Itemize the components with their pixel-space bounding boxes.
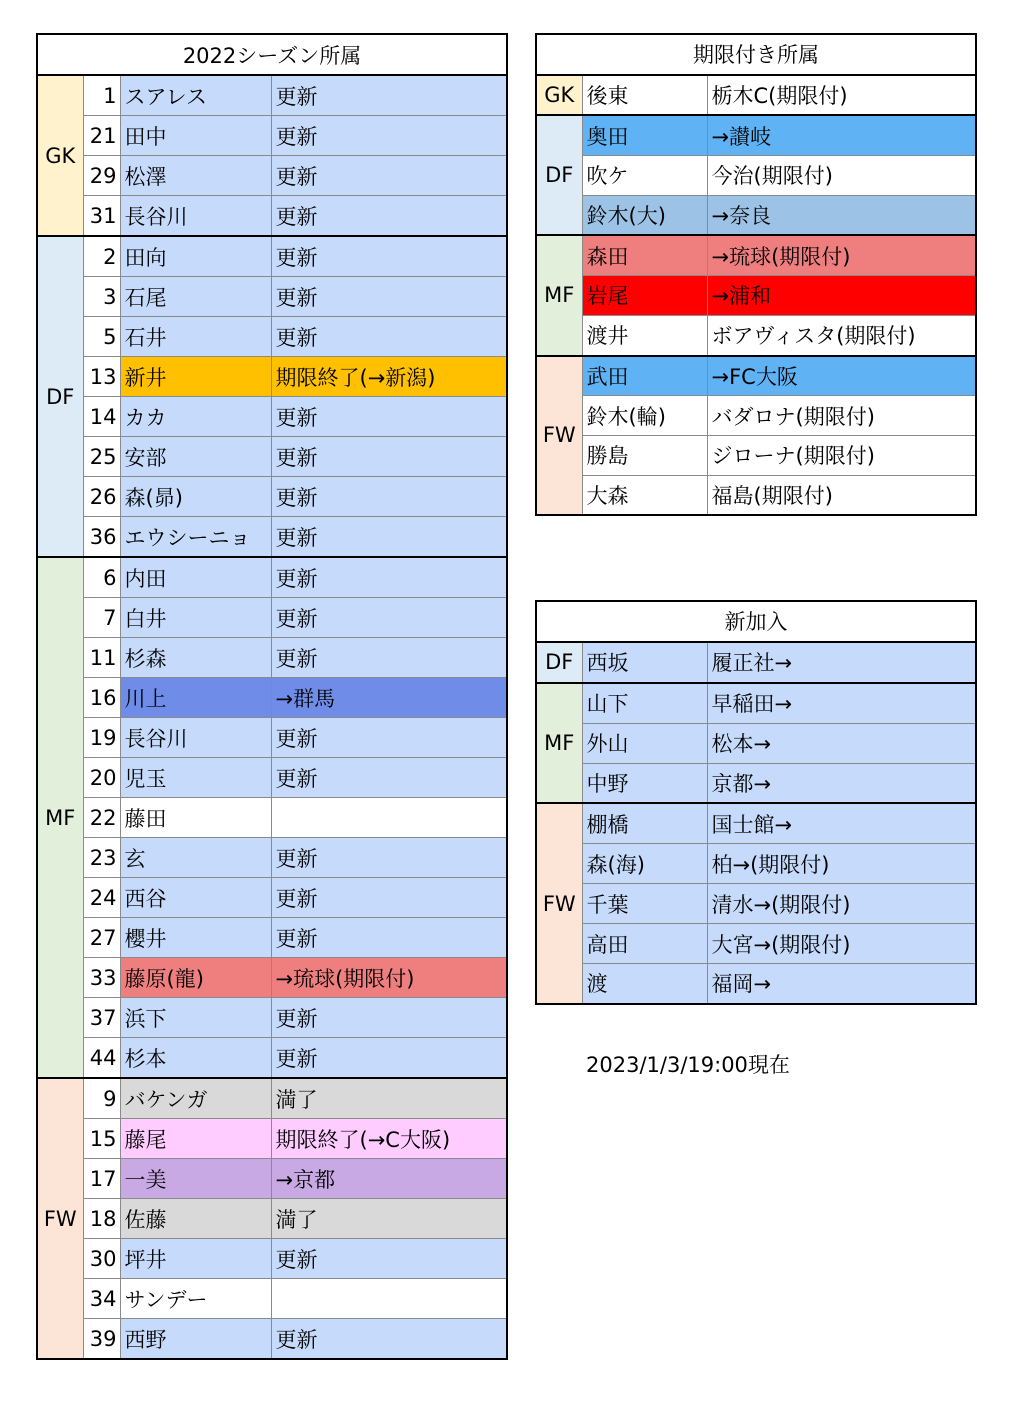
timestamp: 2023/1/3/19:00現在: [586, 1053, 790, 1077]
player-status: 更新: [271, 437, 507, 477]
player-status: 更新: [271, 236, 507, 277]
position-label: FW: [37, 1078, 83, 1359]
position-label: DF: [37, 236, 83, 557]
player-name: 森田: [582, 235, 707, 275]
player-number: 21: [83, 116, 120, 156]
player-name: 西谷: [120, 878, 271, 918]
position-group-gk: [536, 75, 976, 116]
player-row: [37, 718, 507, 758]
player-name: 石井: [120, 317, 271, 357]
player-status: 期限終了(→C大阪): [271, 1119, 507, 1159]
player-number: 11: [83, 638, 120, 678]
position-group-fw: [37, 1078, 507, 1359]
player-status: [271, 798, 507, 838]
player-name: 一美: [120, 1159, 271, 1199]
player-name: 大森: [582, 475, 707, 515]
player-name: 佐藤: [120, 1199, 271, 1239]
player-status: ボアヴィスタ(期限付): [707, 315, 976, 355]
player-number: 37: [83, 998, 120, 1038]
player-status: →FC大阪: [707, 356, 976, 396]
player-status: 更新: [271, 918, 507, 958]
player-number: 17: [83, 1159, 120, 1199]
position-label: GK: [37, 75, 83, 236]
player-row: [536, 276, 976, 316]
player-number: 14: [83, 397, 120, 437]
position-label: DF: [536, 642, 582, 683]
player-status: 更新: [271, 75, 507, 116]
player-name: 後東: [582, 75, 707, 116]
player-status: 更新: [271, 638, 507, 678]
player-status: 更新: [271, 758, 507, 798]
player-status: →群馬: [271, 678, 507, 718]
position-label: FW: [536, 356, 582, 516]
position-label: FW: [536, 803, 582, 1003]
player-row: [37, 1319, 507, 1360]
player-name: 吹ケ: [582, 156, 707, 196]
player-status: 更新: [271, 196, 507, 237]
player-name: 鈴木(輪): [582, 396, 707, 436]
player-name: 松澤: [120, 156, 271, 196]
player-number: 20: [83, 758, 120, 798]
player-number: 25: [83, 437, 120, 477]
player-name: サンデー: [120, 1279, 271, 1319]
player-name: 外山: [582, 723, 707, 763]
player-row: [536, 396, 976, 436]
player-row: [536, 235, 976, 275]
player-name: 棚橋: [582, 803, 707, 843]
player-status: [271, 1279, 507, 1319]
player-row: [536, 435, 976, 475]
position-group-fw: [536, 356, 976, 516]
player-number: 7: [83, 598, 120, 638]
player-status: 更新: [271, 838, 507, 878]
player-status: 福岡→: [707, 964, 976, 1004]
position-group-mf: [536, 235, 976, 355]
player-name: エウシーニョ: [120, 517, 271, 558]
player-name: 勝島: [582, 435, 707, 475]
player-name: 森(昴): [120, 477, 271, 517]
player-status: 期限終了(→新潟): [271, 357, 507, 397]
player-number: 23: [83, 838, 120, 878]
player-name: 森(海): [582, 844, 707, 884]
player-row: [37, 638, 507, 678]
player-row: [37, 357, 507, 397]
player-row: [37, 1038, 507, 1079]
player-status: 更新: [271, 718, 507, 758]
player-status: 京都→: [707, 763, 976, 803]
player-number: 16: [83, 678, 120, 718]
player-row: [37, 598, 507, 638]
player-name: 鈴木(大): [582, 195, 707, 235]
player-status: 更新: [271, 517, 507, 558]
player-number: 30: [83, 1239, 120, 1279]
player-number: 9: [83, 1078, 120, 1119]
player-status: 大宮→(期限付): [707, 924, 976, 964]
player-status: 国士館→: [707, 803, 976, 843]
player-status: 更新: [271, 557, 507, 598]
player-name: 渡: [582, 964, 707, 1004]
player-name: 玄: [120, 838, 271, 878]
position-group-df: [536, 642, 976, 683]
player-name: 児玉: [120, 758, 271, 798]
player-name: 田中: [120, 116, 271, 156]
player-name: 坪井: [120, 1239, 271, 1279]
position-label: GK: [536, 75, 582, 116]
player-status: 松本→: [707, 723, 976, 763]
player-row: [37, 838, 507, 878]
player-status: 更新: [271, 878, 507, 918]
player-row: [536, 844, 976, 884]
player-name: 内田: [120, 557, 271, 598]
player-status: 早稲田→: [707, 683, 976, 723]
player-row: [37, 798, 507, 838]
player-row: [536, 315, 976, 355]
player-status: 今治(期限付): [707, 156, 976, 196]
player-status: →琉球(期限付): [271, 958, 507, 998]
player-name: 渡井: [582, 315, 707, 355]
player-number: 31: [83, 196, 120, 237]
player-number: 5: [83, 317, 120, 357]
player-name: 西坂: [582, 642, 707, 683]
player-status: 清水→(期限付): [707, 884, 976, 924]
player-row: [37, 1078, 507, 1119]
player-name: 新井: [120, 357, 271, 397]
position-group-mf: [536, 683, 976, 804]
position-group-mf: [37, 557, 507, 1078]
player-status: 更新: [271, 397, 507, 437]
player-name: 浜下: [120, 998, 271, 1038]
player-number: 26: [83, 477, 120, 517]
player-name: 杉森: [120, 638, 271, 678]
player-name: 石尾: [120, 277, 271, 317]
player-row: [37, 1119, 507, 1159]
player-row: [37, 1199, 507, 1239]
season-roster-title: 2022シーズン所属: [37, 34, 507, 75]
player-status: 更新: [271, 156, 507, 196]
player-name: 田向: [120, 236, 271, 277]
player-name: 藤尾: [120, 1119, 271, 1159]
player-row: [536, 884, 976, 924]
player-row: [536, 642, 976, 683]
player-name: 奥田: [582, 115, 707, 155]
position-label: MF: [536, 235, 582, 355]
player-row: [37, 196, 507, 237]
player-row: [37, 998, 507, 1038]
player-row: [37, 75, 507, 116]
player-number: 13: [83, 357, 120, 397]
player-name: 高田: [582, 924, 707, 964]
player-status: 満了: [271, 1078, 507, 1119]
position-label: MF: [536, 683, 582, 804]
player-number: 19: [83, 718, 120, 758]
player-status: 更新: [271, 116, 507, 156]
player-number: 39: [83, 1319, 120, 1360]
player-status: 履正社→: [707, 642, 976, 683]
player-row: [37, 517, 507, 558]
player-name: 川上: [120, 678, 271, 718]
position-group-df: [536, 115, 976, 235]
player-number: 33: [83, 958, 120, 998]
player-status: →京都: [271, 1159, 507, 1199]
position-group-df: [37, 236, 507, 557]
player-row: [536, 964, 976, 1004]
loan-table: [535, 33, 977, 516]
player-row: [536, 803, 976, 843]
player-number: 27: [83, 918, 120, 958]
player-row: [37, 678, 507, 718]
player-name: 安部: [120, 437, 271, 477]
player-status: 満了: [271, 1199, 507, 1239]
player-number: 6: [83, 557, 120, 598]
player-status: 更新: [271, 277, 507, 317]
player-number: 18: [83, 1199, 120, 1239]
player-row: [37, 918, 507, 958]
player-status: 更新: [271, 317, 507, 357]
season-roster-table: [36, 33, 508, 1360]
player-status: →浦和: [707, 276, 976, 316]
player-row: [37, 317, 507, 357]
player-status: 更新: [271, 1319, 507, 1360]
player-row: [37, 116, 507, 156]
player-row: [536, 683, 976, 723]
player-number: 15: [83, 1119, 120, 1159]
player-name: 櫻井: [120, 918, 271, 958]
position-group-fw: [536, 803, 976, 1003]
player-row: [37, 277, 507, 317]
player-number: 22: [83, 798, 120, 838]
player-status: →琉球(期限付): [707, 235, 976, 275]
new-signings-table: [535, 600, 977, 1005]
player-name: 武田: [582, 356, 707, 396]
player-row: [37, 477, 507, 517]
player-name: 白井: [120, 598, 271, 638]
position-label: MF: [37, 557, 83, 1078]
player-status: 更新: [271, 998, 507, 1038]
player-name: 長谷川: [120, 718, 271, 758]
player-row: [536, 75, 976, 116]
player-status: バダロナ(期限付): [707, 396, 976, 436]
player-number: 3: [83, 277, 120, 317]
player-status: 栃木C(期限付): [707, 75, 976, 116]
player-name: バケンガ: [120, 1078, 271, 1119]
player-status: 更新: [271, 1239, 507, 1279]
player-status: 福島(期限付): [707, 475, 976, 515]
player-status: 更新: [271, 598, 507, 638]
player-row: [37, 236, 507, 277]
player-name: 千葉: [582, 884, 707, 924]
player-name: 岩尾: [582, 276, 707, 316]
player-row: [37, 878, 507, 918]
player-name: カカ: [120, 397, 271, 437]
player-row: [536, 763, 976, 803]
player-name: 藤田: [120, 798, 271, 838]
player-name: 長谷川: [120, 196, 271, 237]
player-number: 24: [83, 878, 120, 918]
player-number: 36: [83, 517, 120, 558]
player-name: 中野: [582, 763, 707, 803]
player-row: [37, 1279, 507, 1319]
player-row: [536, 723, 976, 763]
loan-table-title: 期限付き所属: [536, 34, 976, 75]
player-row: [37, 958, 507, 998]
player-number: 34: [83, 1279, 120, 1319]
player-name: 杉本: [120, 1038, 271, 1079]
player-row: [37, 397, 507, 437]
player-row: [536, 924, 976, 964]
player-row: [536, 156, 976, 196]
position-label: DF: [536, 115, 582, 235]
player-name: 藤原(龍): [120, 958, 271, 998]
player-name: スアレス: [120, 75, 271, 116]
player-name: 山下: [582, 683, 707, 723]
player-status: ジローナ(期限付): [707, 435, 976, 475]
player-status: 柏→(期限付): [707, 844, 976, 884]
player-status: 更新: [271, 1038, 507, 1079]
player-name: 西野: [120, 1319, 271, 1360]
player-status: →讃岐: [707, 115, 976, 155]
player-row: [37, 1239, 507, 1279]
player-number: 2: [83, 236, 120, 277]
player-row: [536, 195, 976, 235]
player-row: [37, 1159, 507, 1199]
player-row: [536, 115, 976, 155]
player-row: [536, 475, 976, 515]
player-row: [536, 356, 976, 396]
player-status: →奈良: [707, 195, 976, 235]
player-row: [37, 156, 507, 196]
position-group-gk: [37, 75, 507, 236]
player-row: [37, 758, 507, 798]
new-signings-title: 新加入: [536, 601, 976, 642]
player-row: [37, 437, 507, 477]
player-number: 1: [83, 75, 120, 116]
player-number: 29: [83, 156, 120, 196]
player-row: [37, 557, 507, 598]
player-number: 44: [83, 1038, 120, 1079]
player-status: 更新: [271, 477, 507, 517]
